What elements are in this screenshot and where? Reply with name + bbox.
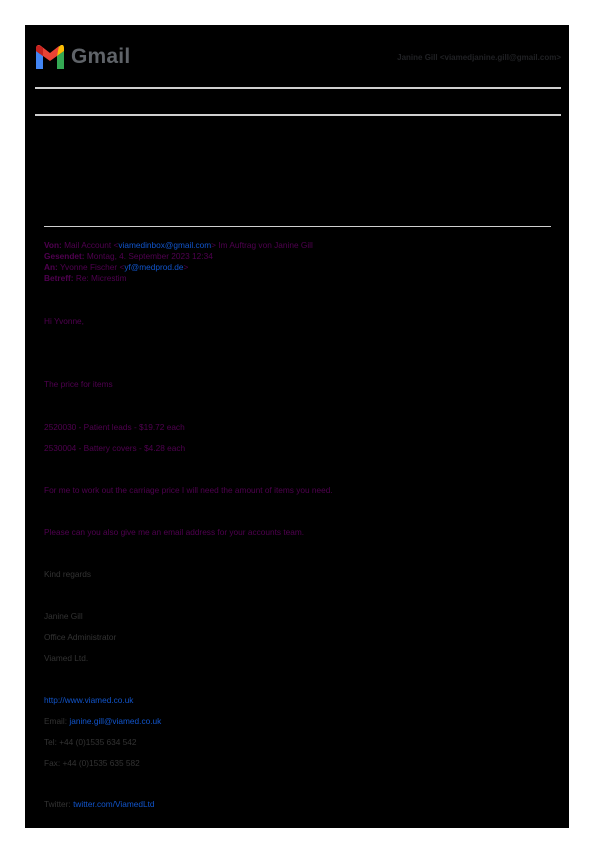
signature-fax: Fax: +44 (0)1535 635 582 [44, 758, 140, 768]
signature-name: Janine Gill [44, 611, 83, 621]
closing: Kind regards [44, 569, 92, 579]
header-divider-top [35, 87, 561, 89]
signature-twitter-line [44, 799, 155, 810]
accounts-paragraph: Please can you also give me an email address for your accounts team. [44, 527, 305, 537]
price-item-2: 2530004 - Battery covers - $4.28 each [44, 443, 186, 453]
forward-sent-line [44, 251, 213, 262]
sender-line: Janine Gill <viamedjanine.gill@gmail.com> [397, 53, 561, 62]
from-suffix: > Im Auftrag von Janine Gill [211, 240, 313, 250]
gmail-logo [34, 44, 130, 70]
from-name: Mail Account < [64, 240, 119, 250]
subject-label: Betreff: [44, 273, 74, 283]
signature-company: Viamed Ltd. [44, 653, 89, 663]
gmail-wordmark: Gmail [71, 45, 131, 68]
header-divider-bottom [35, 114, 561, 116]
gmail-m-icon [34, 45, 66, 69]
to-name: Yvonne Fischer < [59, 262, 125, 272]
forward-to-line [44, 262, 188, 273]
signature-email-link[interactable]: janine.gill@viamed.co.uk [69, 716, 162, 726]
website-link[interactable]: http://www.viamed.co.uk [44, 695, 134, 705]
signature-role: Office Administrator [44, 632, 117, 642]
email-label: Email: [44, 716, 68, 726]
greeting: Hi Yvonne, [44, 316, 84, 326]
price-intro: The price for items [44, 379, 113, 389]
to-suffix: > [183, 262, 189, 272]
from-label: Von: [44, 240, 62, 250]
from-email-link[interactable]: viamedinbox@gmail.com [118, 240, 212, 250]
signature-tel: Tel: +44 (0)1535 634 542 [44, 737, 137, 747]
carriage-paragraph: For me to work out the carriage price I will need the amount of items you need. [44, 485, 333, 495]
email-print-page [25, 25, 569, 828]
twitter-label: Twitter: [44, 799, 71, 809]
to-label: An: [44, 262, 58, 272]
price-item-1: 2520030 - Patient leads - $19.72 each [44, 422, 185, 432]
subject-value: Re: Micrestim [75, 273, 127, 283]
sent-value: Montag, 4. September 2023 12:34 [86, 251, 213, 261]
sent-label: Gesendet: [44, 251, 85, 261]
to-email-link[interactable]: yf@medprod.de [124, 262, 184, 272]
forward-subject-line [44, 273, 127, 284]
signature-email-line [44, 716, 161, 727]
forward-divider [44, 226, 551, 227]
twitter-link[interactable]: twitter.com/ViamedLtd [73, 799, 155, 809]
forward-from-line [44, 240, 313, 251]
